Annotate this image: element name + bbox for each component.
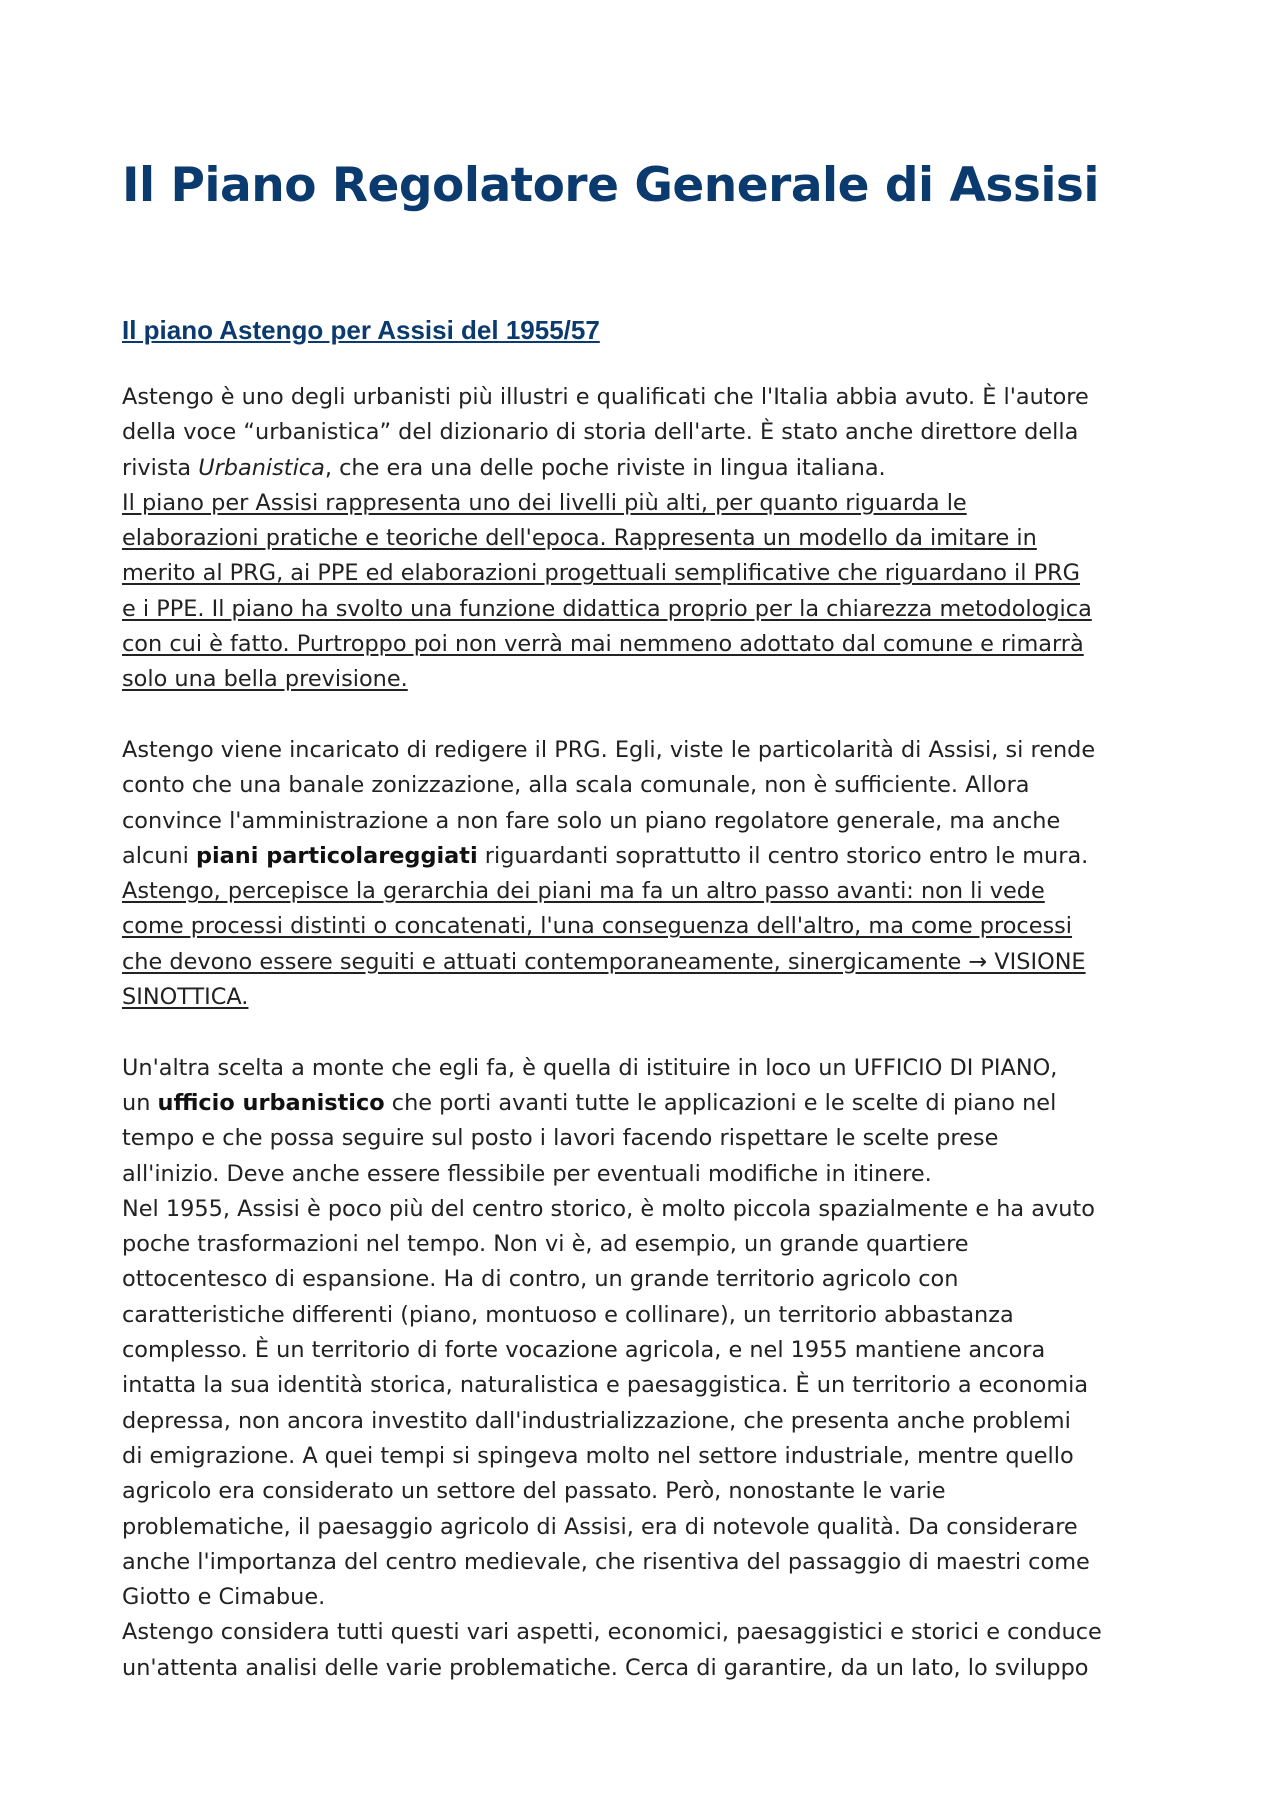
text-line: Astengo è uno degli urbanisti più illustri e qualificati che l'Italia abbia avuto. È l'autore (122, 384, 1089, 410)
paragraph-intro (122, 380, 1172, 486)
text-line: Un'altra scelta a monte che egli fa, è quella di istituire in loco un UFFICIO DI PIANO, (122, 1054, 1058, 1081)
text-line: Nel 1955, Assisi è poco più del centro storico, è molto piccola spazialmente e ha avuto (122, 1195, 1095, 1222)
bold-term: ufficio urbanistico (157, 1089, 385, 1116)
text-line: della voce “urbanistica” del dizionario di storia dell'arte. È stato anche direttore della (122, 419, 1079, 446)
paragraph-spacer (122, 698, 1172, 733)
bold-term: piani particolareggiati (195, 842, 478, 869)
text-line: all'inizio. Deve anche essere flessibile per eventuali modifiche in itinere. (122, 1160, 932, 1187)
text-line: poche trasformazioni nel tempo. Non vi è, ad esempio, un grande quartiere (122, 1231, 969, 1258)
text-line: di emigrazione. A quei tempi si spingeva molto nel settore industriale, mentre quello (122, 1442, 1074, 1469)
text-line: convince l'amministrazione a non fare solo un piano regolatore generale, ma anche (122, 807, 1061, 834)
text-fragment: , che era una delle poche riviste in lingua italiana. (324, 454, 886, 481)
underlined-line: SINOTTICA. (122, 984, 249, 1011)
underlined-line: Astengo, percepisce la gerarchia dei piani ma fa un altro passo avanti: non li vede (122, 878, 1045, 905)
text-fragment: alcuni (122, 842, 196, 869)
underlined-line: elaborazioni pratiche e teoriche dell'epoca. Rappresenta un modello da imitare in (122, 525, 1037, 552)
text-line: intatta la sua identità storica, naturalistica e paesaggistica. È un territorio a economia (122, 1372, 1089, 1399)
text-fragment: riguardanti soprattutto il centro storico entro le mura. (477, 842, 1089, 869)
text-line: problematiche, il paesaggio agricolo di Assisi, era di notevole qualità. Da considerare (122, 1513, 1078, 1540)
text-line: Astengo viene incaricato di redigere il PRG. Egli, viste le particolarità di Assisi, si rende (122, 736, 1096, 763)
underlined-line: Il piano per Assisi rappresenta uno dei livelli più alti, per quanto riguarda le (122, 489, 967, 516)
underlined-line: merito al PRG, ai PPE ed elaborazioni progettuali semplificative che riguardano il PRG (122, 560, 1080, 587)
text-line (122, 1086, 1172, 1121)
text-line: tempo e che possa seguire sul posto i lavori facendo rispettare le scelte prese (122, 1125, 999, 1152)
section-heading: Il piano Astengo per Assisi del 1955/57 (122, 315, 600, 345)
text-fragment: che porti avanti tutte le applicazioni e le scelte di piano nel (384, 1089, 1057, 1116)
underlined-passage-plan (122, 486, 1172, 698)
underlined-line: che devono essere seguiti e attuati contemporaneamente, sinergicamente → VISIONE (122, 948, 1086, 975)
paragraph-office (122, 1051, 1172, 1686)
text-line: conto che una banale zonizzazione, alla scala comunale, non è sufficiente. Allora (122, 772, 1030, 799)
underlined-passage-synoptic (122, 874, 1172, 1015)
text-fragment: rivista (122, 454, 199, 481)
paragraph-spacer (122, 1015, 1172, 1050)
underlined-line: solo una bella previsione. (122, 666, 408, 693)
underlined-line: come processi distinti o concatenati, l'una conseguenza dell'altro, ma come processi (122, 913, 1073, 940)
text-line: un'attenta analisi delle varie problematiche. Cerca di garantire, da un lato, lo sviluppo (122, 1654, 1089, 1681)
page-title: Il Piano Regolatore Generale di Assisi (122, 158, 1100, 213)
text-line: complesso. È un territorio di forte vocazione agricola, e nel 1955 mantiene ancora (122, 1337, 1046, 1364)
underlined-line: e i PPE. Il piano ha svolto una funzione didattica proprio per la chiarezza metodologica (122, 595, 1092, 622)
text-fragment: un (122, 1089, 158, 1116)
document-body (122, 380, 1172, 1686)
text-line: caratteristiche differenti (piano, montuoso e collinare), un territorio abbastanza (122, 1301, 1014, 1328)
text-line: depressa, non ancora investito dall'industrializzazione, che presenta anche problemi (122, 1407, 1071, 1434)
text-line: ottocentesco di espansione. Ha di contro, un grande territorio agricolo con (122, 1266, 959, 1293)
paragraph-prg (122, 733, 1172, 874)
italic-journal-name: Urbanistica (198, 454, 325, 481)
text-line: Giotto e Cimabue. (122, 1584, 326, 1611)
text-line: agricolo era considerato un settore del passato. Però, nonostante le varie (122, 1478, 946, 1505)
text-line: Astengo considera tutti questi vari aspetti, economici, paesaggistici e storici e conduce (122, 1619, 1102, 1646)
text-line (122, 839, 1172, 874)
underlined-line: con cui è fatto. Purtroppo poi non verrà mai nemmeno adottato dal comune e rimarrà (122, 631, 1084, 658)
text-line: anche l'importanza del centro medievale, che risentiva del passaggio di maestri come (122, 1548, 1090, 1575)
text-line (122, 451, 1172, 486)
